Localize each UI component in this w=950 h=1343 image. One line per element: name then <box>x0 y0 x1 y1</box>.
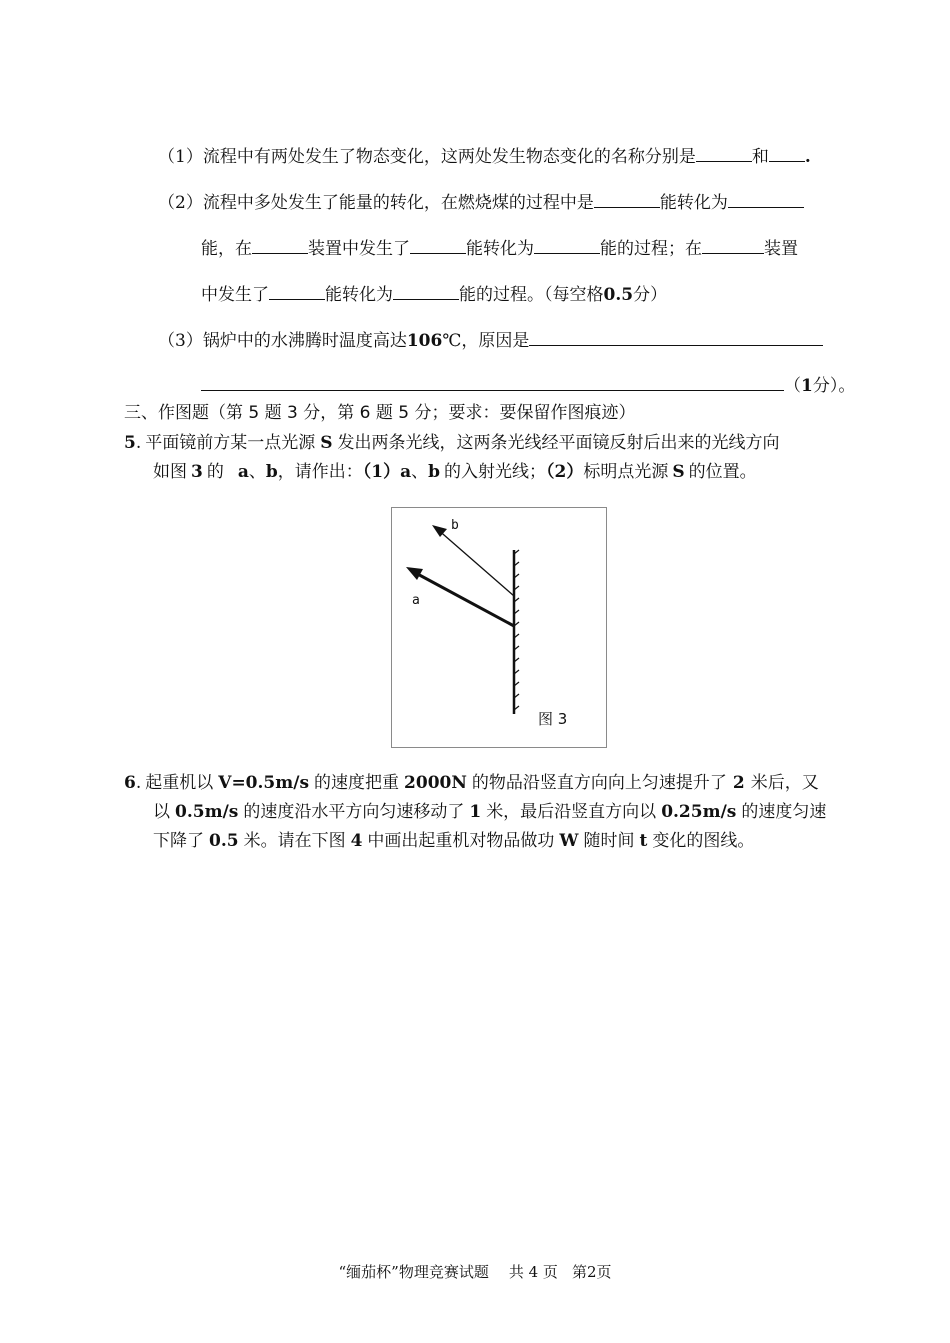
answer-blank[interactable] <box>728 189 804 208</box>
page-count: 共 4 页 <box>508 1263 558 1281</box>
answer-blank[interactable] <box>252 235 308 254</box>
score-value: 1 <box>801 376 813 396</box>
question-text: 能的过程；在 <box>600 239 702 259</box>
q4-part3-line1 <box>158 327 823 353</box>
question-text: 流程中多处发生了能量的转化，在燃烧煤的过程中是 <box>202 193 594 213</box>
question-text: 随时间 <box>583 831 635 851</box>
question-text: ℃，原因是 <box>442 331 530 351</box>
q6-line2 <box>153 800 826 824</box>
question-text: 的速度把重 <box>314 773 400 793</box>
symbol: a <box>237 462 249 482</box>
question-text: . <box>804 147 811 167</box>
answer-blank[interactable] <box>269 281 325 300</box>
question-text: 起重机以 <box>145 773 214 793</box>
question-text: 能的过程。（每空格 <box>459 285 604 305</box>
value: 2 <box>732 773 745 793</box>
answer-blank[interactable] <box>702 235 764 254</box>
question-text: ，请作出： <box>277 462 363 482</box>
q4-part3-line2 <box>201 372 855 398</box>
question-text: 发出两条光线，这两条光线经平面镜反射后出来的光线方向 <box>337 433 780 453</box>
question-text: 中画出起重机对物品做功 <box>367 831 555 851</box>
value: 0.5 <box>209 831 239 851</box>
question-text: 中发生了 <box>201 285 269 305</box>
q4-part2-line3 <box>201 281 667 307</box>
question-text: 变化的图线。 <box>652 831 755 851</box>
question-text: 米，最后沿竖直方向以 <box>486 802 657 822</box>
answer-blank[interactable] <box>534 235 600 254</box>
question-text: 、 <box>248 462 266 482</box>
q4-part1-line <box>158 143 811 169</box>
answer-blank[interactable] <box>201 372 784 391</box>
question-text: 能转化为 <box>659 193 728 213</box>
q5-line1 <box>124 431 780 455</box>
question-text: 分） <box>633 285 668 305</box>
question-text: 米。请在下图 <box>243 831 346 851</box>
part-number: （2） <box>158 193 203 213</box>
figure-caption: 图 3 <box>538 710 568 728</box>
value: 2000N <box>404 773 467 793</box>
answer-blank[interactable] <box>594 189 660 208</box>
figure-3 <box>391 507 607 748</box>
question-text: 下降了 <box>153 831 204 851</box>
question-text: 的速度匀速 <box>741 802 827 822</box>
question-text: 能转化为 <box>466 239 534 259</box>
question-text: 以 <box>153 802 170 822</box>
question-text: . <box>135 773 142 793</box>
question-text: 分）。 <box>812 376 856 396</box>
value: V=0.5m/s <box>218 773 310 793</box>
q6-line1 <box>124 771 819 795</box>
temperature-value: 106 <box>406 331 443 351</box>
symbol: a <box>400 462 412 482</box>
question-text: 平面镜前方某一点光源 <box>145 433 316 453</box>
answer-blank[interactable] <box>393 281 459 300</box>
question-text: 、 <box>411 462 429 482</box>
question-text: 锅炉中的水沸腾时温度高达 <box>202 331 407 351</box>
question-text: 标明点光源 <box>583 462 669 482</box>
reflected-ray-a <box>412 571 514 626</box>
answer-blank[interactable] <box>696 143 752 162</box>
question-text: 流程中有两处发生了物态变化，这两处发生物态变化的名称分别是 <box>202 147 696 167</box>
value: 1 <box>469 802 482 822</box>
question-text: 的 <box>206 462 224 482</box>
question-text: 装置中发生了 <box>308 239 410 259</box>
arrowhead-a <box>406 567 423 580</box>
question-text: 装置 <box>764 239 798 259</box>
q6-line3 <box>153 829 754 853</box>
answer-blank[interactable] <box>410 235 466 254</box>
exam-title: “缅茄杯”物理竞赛试题 <box>338 1263 489 1281</box>
question-text: 米后，又 <box>750 773 819 793</box>
q4-part2-line1 <box>158 189 804 215</box>
question-text: （ <box>784 376 801 396</box>
question-text: 的速度沿水平方向匀速移动了 <box>243 802 465 822</box>
q5-line2 <box>153 460 757 484</box>
question-text: 的入射光线； <box>444 462 546 482</box>
symbol: b <box>265 462 278 482</box>
question-text: 如图 <box>153 462 187 482</box>
symbol: S <box>672 462 685 482</box>
question-text: 的位置。 <box>688 462 757 482</box>
figure-ref: 3 <box>191 462 203 482</box>
question-text: . <box>135 433 142 453</box>
question-number: 6 <box>124 773 136 793</box>
part-number: （1） <box>362 462 401 482</box>
page-footer <box>0 1262 950 1282</box>
page-number: 第2页 <box>571 1263 612 1281</box>
score-value: 0.5 <box>603 285 634 305</box>
section-heading: 三、作图题（第 5 题 3 分，第 6 题 5 分；要求：要保留作图痕迹） <box>124 403 636 423</box>
question-text: 能转化为 <box>325 285 393 305</box>
part-number: （2） <box>546 462 584 482</box>
question-text: 能，在 <box>201 239 252 259</box>
answer-blank[interactable] <box>769 143 805 162</box>
q4-part2-line2 <box>201 235 798 261</box>
part-number: （1） <box>158 147 203 167</box>
question-text: 和 <box>751 147 769 167</box>
question-text: 的物品沿竖直方向向上匀速提升了 <box>471 773 727 793</box>
answer-blank[interactable] <box>529 327 823 346</box>
symbol: t <box>639 831 648 851</box>
value: 0.5m/s <box>175 802 239 822</box>
symbol: S <box>320 433 333 453</box>
label-b: b <box>451 518 459 533</box>
reflected-ray-b <box>436 528 514 596</box>
symbol: W <box>559 831 579 851</box>
figure-ref: 4 <box>350 831 363 851</box>
symbol: b <box>428 462 440 482</box>
label-a: a <box>412 593 420 608</box>
part-number: （3） <box>158 331 203 351</box>
question-number: 5 <box>124 433 136 453</box>
figure-3-diagram <box>392 508 606 747</box>
value: 0.25m/s <box>661 802 737 822</box>
